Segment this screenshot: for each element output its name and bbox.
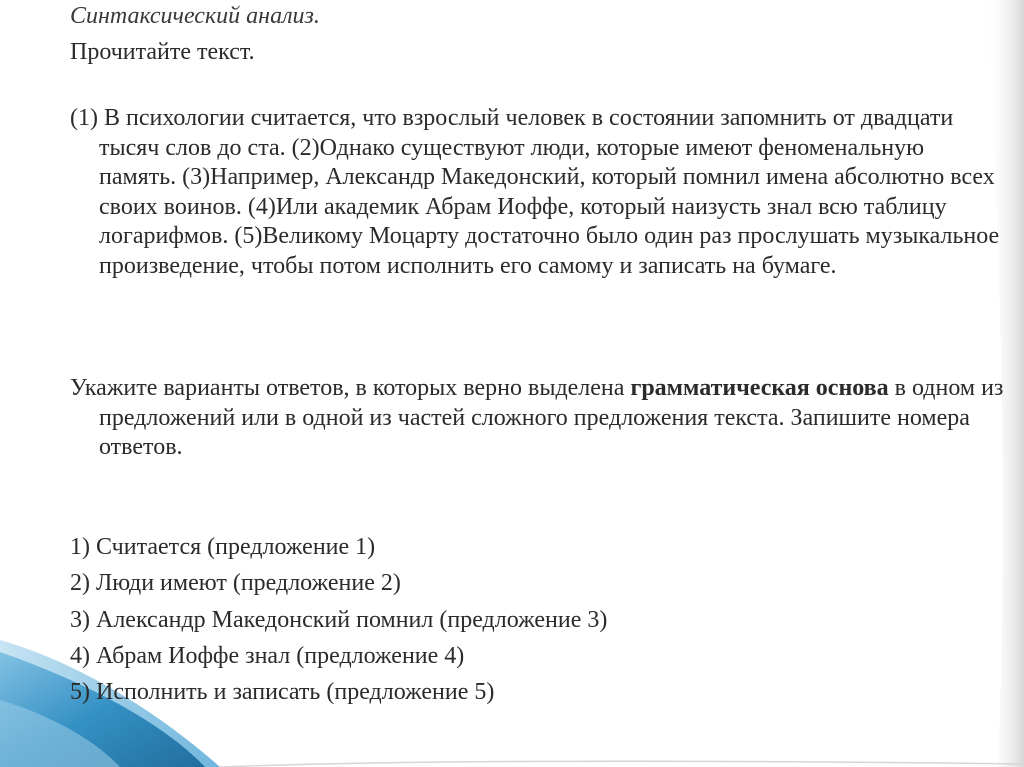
reading-text: (1) В психологии считается, что взрослый человек в состоянии запомнить от двадцати тысяч слов до ста. (2)Однако существуют люди, которые имеют феноменальную память. (3)Например, Александр Македонский, который помнил имена абсолютно всех своих воинов. (4)Или академик Абрам Иоффе, который наизусть знал всю таблицу логарифмов. (5)Великому Моцарту достаточно было один раз прослушать музыкальное произведение, чтобы потом исполнить его самому и записать на бумаге. — [70, 105, 1000, 279]
task-text-start: Укажите варианты ответов, в которых верно выделена — [70, 375, 631, 401]
instruction-text: Прочитайте текст. — [70, 39, 255, 65]
task-text-end: в одном из предложений или в одной из частей сложного предложения текста. Запишите номера ответов. — [99, 375, 1004, 461]
answer-option-1: 1) Считается (предложение 1) — [70, 534, 376, 560]
task-text — [70, 374, 1004, 463]
answer-option-4: 4) Абрам Иоффе знал (предложение 4) — [70, 642, 465, 669]
answer-option-3: 3) Александр Македонский помнил (предложение 3) — [70, 606, 608, 633]
answer-option-2: 2) Люди имеют (предложение 2) — [70, 570, 401, 597]
answer-option-5: 5) Исполнить и записать (предложение 5) — [70, 679, 495, 706]
answer-options — [70, 529, 607, 710]
task-text-bold: грамматическая основа — [630, 375, 889, 401]
slide-title: Синтаксический анализ. — [70, 3, 320, 29]
